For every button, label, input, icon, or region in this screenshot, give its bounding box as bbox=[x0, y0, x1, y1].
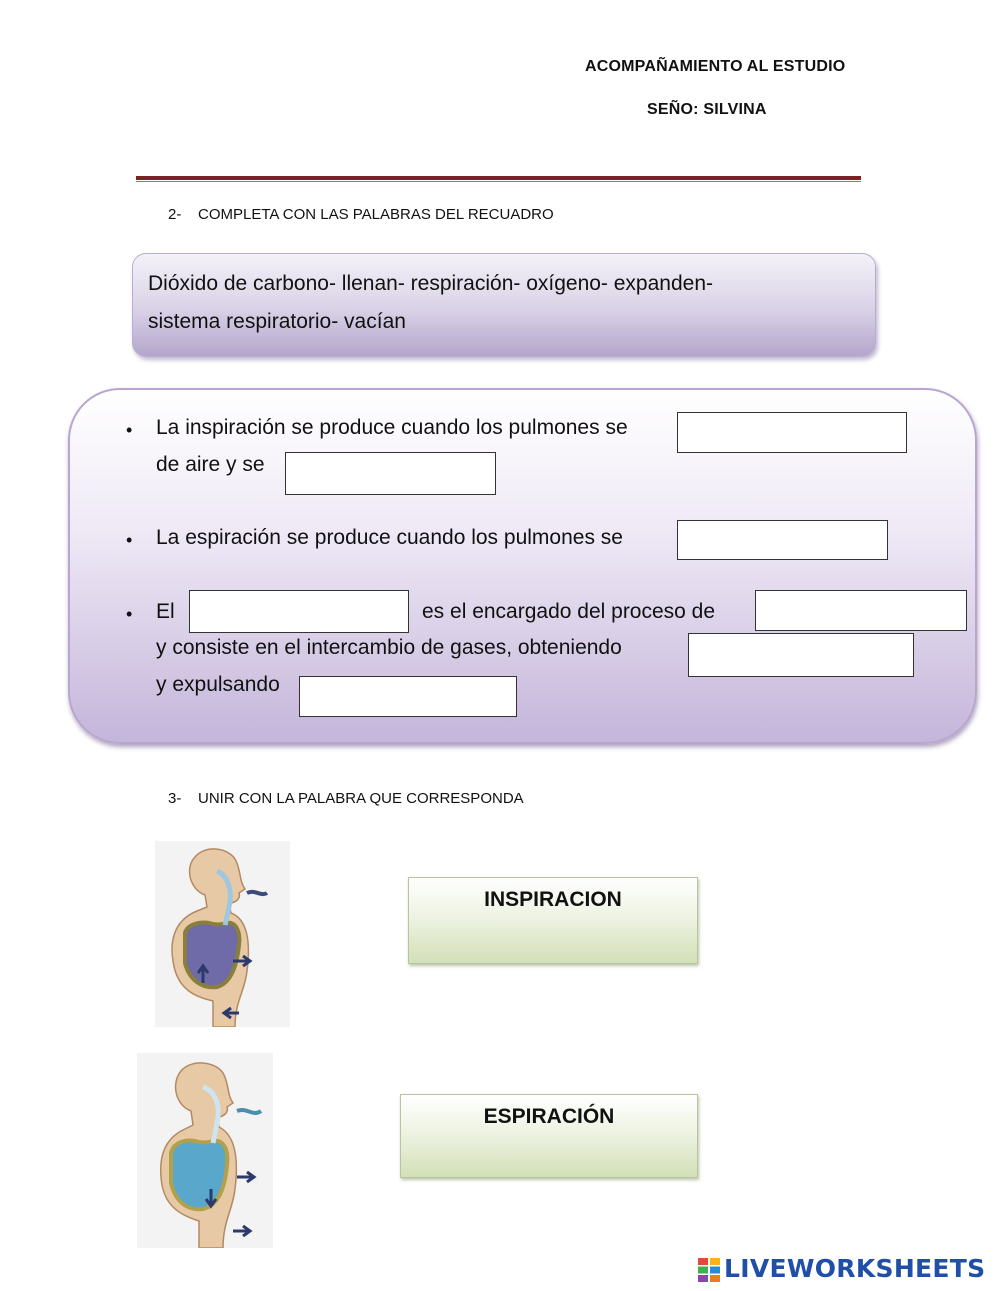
expiration-lungs bbox=[171, 1141, 227, 1210]
liveworksheets-brand: LIVEWORKSHEETS bbox=[724, 1254, 986, 1283]
word-bank bbox=[148, 265, 848, 341]
section3-text: UNIR CON LA PALABRA QUE CORRESPONDA bbox=[198, 790, 524, 807]
sentence-3d: y expulsando bbox=[156, 673, 280, 696]
blank-expanden[interactable] bbox=[285, 452, 496, 495]
card-espiracion[interactable] bbox=[400, 1094, 698, 1178]
sentence-3c: y consiste en el intercambio de gases, obteniendo bbox=[156, 636, 622, 659]
section2-number: 2- bbox=[168, 206, 182, 223]
card-inspiracion-label: INSPIRACION bbox=[484, 888, 622, 911]
sentence-3a: El bbox=[156, 600, 175, 623]
sentence-3b: es el encargado del proceso de bbox=[422, 600, 716, 623]
sentence-2: La espiración se produce cuando los pulmones se bbox=[156, 526, 623, 549]
blank-vacian[interactable] bbox=[677, 520, 888, 560]
word-bank-line-1: Dióxido de carbono- llenan- respiración- oxígeno- expanden- bbox=[148, 272, 714, 295]
sentence-1a: La inspiración se produce cuando los pulmones se bbox=[156, 416, 628, 439]
header-title: ACOMPAÑAMIENTO AL ESTUDIO bbox=[585, 58, 846, 75]
header-divider-thin bbox=[136, 181, 861, 182]
bullet-3: • bbox=[126, 604, 133, 624]
blank-oxigeno[interactable] bbox=[688, 633, 914, 677]
card-inspiracion[interactable] bbox=[408, 877, 698, 964]
blank-sistema-respiratorio[interactable] bbox=[189, 590, 409, 633]
inspiration-lungs bbox=[185, 922, 239, 987]
section2-instruction bbox=[168, 206, 554, 223]
card-espiracion-label: ESPIRACIÓN bbox=[483, 1105, 615, 1128]
blank-respiracion[interactable] bbox=[755, 590, 967, 631]
blank-llenan[interactable] bbox=[677, 412, 907, 453]
inspiration-air-arrow bbox=[247, 892, 267, 894]
section3-number: 3- bbox=[168, 790, 182, 807]
header-divider bbox=[136, 176, 861, 180]
inspiration-diagram[interactable] bbox=[155, 841, 290, 1027]
section3-instruction bbox=[168, 790, 524, 807]
section2-text: COMPLETA CON LAS PALABRAS DEL RECUADRO bbox=[198, 206, 554, 223]
word-bank-line-2: sistema respiratorio- vacían bbox=[148, 310, 406, 333]
bullet-1: • bbox=[126, 420, 133, 440]
header-teacher: SEÑO: SILVINA bbox=[647, 101, 767, 118]
liveworksheets-tiles-icon bbox=[698, 1258, 720, 1282]
sentence-1b: de aire y se bbox=[156, 453, 265, 476]
bullet-2: • bbox=[126, 530, 133, 550]
blank-dioxido-de-carbono[interactable] bbox=[299, 676, 517, 717]
expiration-diagram[interactable] bbox=[137, 1053, 273, 1248]
